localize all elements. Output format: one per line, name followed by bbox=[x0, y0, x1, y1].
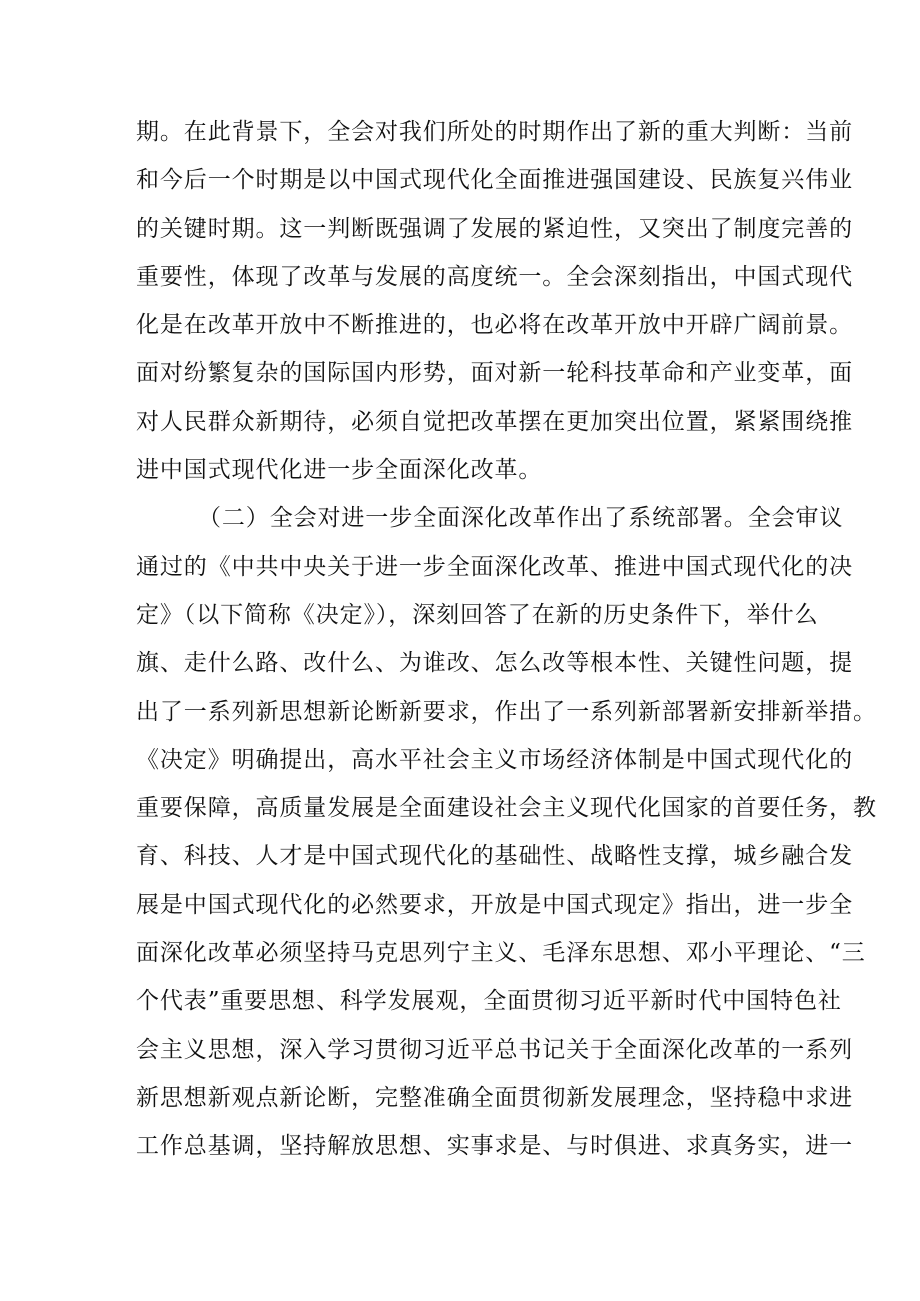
text-line: 通过的《中共中央关于进一步全面深化改革、推进中国式现代化的决 bbox=[136, 553, 853, 580]
text-line: 面对纷繁复杂的国际国内形势，面对新一轮科技革命和产业变革，面 bbox=[136, 360, 853, 387]
text-line: 重要保障，高质量发展是全面建设社会主义现代化国家的首要任务，教 bbox=[136, 795, 877, 822]
text-line: 个代表”重要思想、科学发展观，全面贯彻习近平新时代中国特色社 bbox=[136, 988, 842, 1015]
body-text bbox=[136, 108, 877, 1171]
text-line: 会主义思想，深入学习贯彻习近平总书记关于全面深化改革的一系列 bbox=[136, 1036, 853, 1063]
text-line: 面深化改革必须坚持马克思列宁主义、毛泽东思想、邓小平理论、“三 bbox=[136, 940, 866, 967]
text-line: 期。在此背景下，全会对我们所处的时期作出了新的重大判断：当前 bbox=[136, 119, 853, 145]
text-line: 化是在改革开放中不断推进的，也必将在改革开放中开辟广阔前景。 bbox=[136, 312, 853, 339]
text-line: 《决定》明确提出，高水平社会主义市场经济体制是中国式现代化的 bbox=[136, 746, 853, 773]
text-line: 的关键时期。这一判断既强调了发展的紧迫性，又突出了制度完善的 bbox=[136, 215, 853, 242]
section-heading-line: （二）全会对进一步全面深化改革作出了系统部署。全会审议 bbox=[198, 505, 844, 532]
text-line: 对人民群众新期待，必须自觉把改革摆在更加突出位置，紧紧围绕推 bbox=[136, 408, 853, 435]
text-line: 定》（以下简称《决定》），深刻回答了在新的历史条件下，举什么 bbox=[136, 601, 819, 628]
text-line: 新思想新观点新论断，完整准确全面贯彻新发展理念，坚持稳中求进 bbox=[136, 1084, 853, 1111]
text-line: 旗、走什么路、改什么、为谁改、怎么改等根本性、关键性问题，提 bbox=[136, 650, 853, 677]
text-line: 育、科技、人才是中国式现代化的基础性、战略性支撑，城乡融合发 bbox=[136, 843, 853, 870]
text-line: 进中国式现代化进一步全面深化改革。 bbox=[136, 457, 543, 484]
text-line: 出了一系列新思想新论断新要求，作出了一系列新部署新安排新举措。 bbox=[136, 698, 877, 725]
text-line: 和今后一个时期是以中国式现代化全面推进强国建设、民族复兴伟业 bbox=[136, 167, 853, 194]
text-line: 展是中国式现代化的必然要求，开放是中国式现定》指出，进一步全 bbox=[136, 891, 853, 918]
text-line: 工作总基调，坚持解放思想、实事求是、与时俱进、求真务实，进一 bbox=[136, 1133, 853, 1160]
text-line: 重要性，体现了改革与发展的高度统一。全会深刻指出，中国式现代 bbox=[136, 263, 853, 290]
